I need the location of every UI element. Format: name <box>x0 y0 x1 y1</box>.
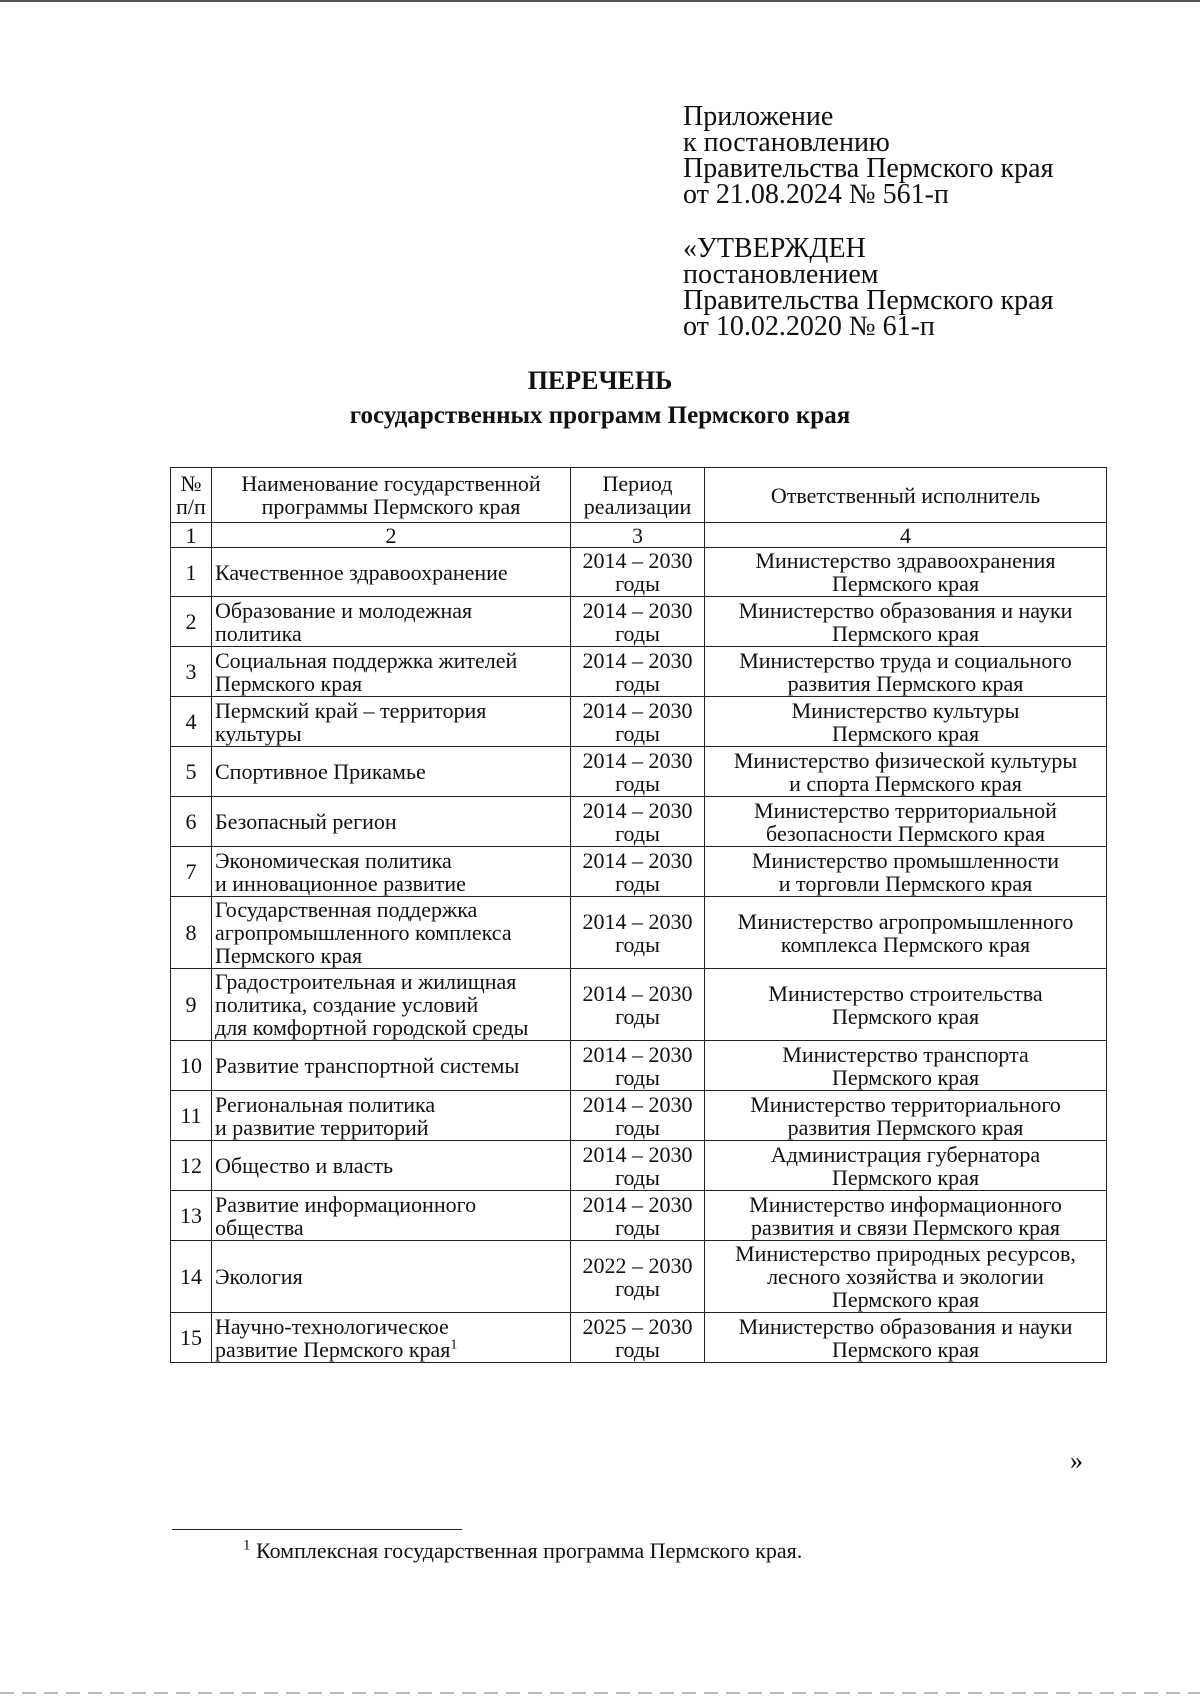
implementation-period <box>571 1191 705 1241</box>
responsible-executor-text: Министерство транспорта Пермского края <box>782 1041 1029 1090</box>
program-name <box>212 697 571 747</box>
implementation-period-text: 2014 – 2030 годы <box>582 1141 693 1190</box>
row-number <box>171 697 212 747</box>
implementation-period <box>571 847 705 897</box>
column-number: 2 <box>212 523 571 548</box>
row-number-text: 9 <box>185 992 197 1017</box>
appendix-line: Приложение <box>683 101 834 132</box>
implementation-period-text: 2014 – 2030 годы <box>582 1191 693 1240</box>
implementation-period <box>571 797 705 847</box>
implementation-period <box>571 597 705 647</box>
row-number-text: 2 <box>185 609 197 634</box>
row-number-text: 10 <box>180 1053 202 1078</box>
row-number-text: 11 <box>180 1103 202 1128</box>
program-name <box>212 647 571 697</box>
row-number-text: 8 <box>185 920 197 945</box>
responsible-executor-text: Министерство территориальной безопасности Пермского края <box>754 797 1057 846</box>
program-name-text: Градостроительная и жилищная политика, создание условий для комфортной городской среды <box>215 969 529 1040</box>
implementation-period <box>571 747 705 797</box>
implementation-period <box>571 1313 705 1363</box>
program-name-text: Экономическая политика и инновационное развитие <box>215 847 466 896</box>
implementation-period-text: 2014 – 2030 годы <box>582 597 693 646</box>
row-number <box>171 548 212 597</box>
program-name-text: Экология <box>215 1264 303 1289</box>
program-name <box>212 1091 571 1141</box>
responsible-executor <box>705 1191 1107 1241</box>
row-number <box>171 797 212 847</box>
program-name-text: Образование и молодежная политика <box>215 597 473 646</box>
table-row <box>171 1241 1107 1313</box>
table-row <box>171 647 1107 697</box>
document-subtitle: государственных программ Пермского края <box>349 402 851 429</box>
program-name <box>212 1041 571 1091</box>
program-name-text: Пермский край – территория культуры <box>215 697 487 746</box>
row-number <box>171 1241 212 1313</box>
implementation-period-text: 2014 – 2030 годы <box>582 747 693 796</box>
table-body <box>171 548 1107 1363</box>
row-number <box>171 1313 212 1363</box>
table-row <box>171 697 1107 747</box>
responsible-executor-text: Министерство строительства Пермского края <box>768 980 1043 1029</box>
column-number: 1 <box>171 523 212 548</box>
program-name-text: Безопасный регион <box>215 809 397 834</box>
table-row <box>171 847 1107 897</box>
implementation-period <box>571 1241 705 1313</box>
responsible-executor-text: Министерство территориального развития Пермского края <box>750 1091 1061 1140</box>
implementation-period-text: 2014 – 2030 годы <box>582 980 693 1029</box>
row-number <box>171 897 212 969</box>
row-number-text: 14 <box>180 1264 202 1289</box>
scan-edge-top <box>0 0 1200 2</box>
column-number: 3 <box>571 523 705 548</box>
row-number-text: 3 <box>185 659 197 684</box>
approval-line: «УТВЕРЖДЕН <box>683 233 866 264</box>
implementation-period-text: 2014 – 2030 годы <box>582 548 693 596</box>
responsible-executor <box>705 597 1107 647</box>
header-num: № п/п <box>171 468 212 523</box>
row-number <box>171 1141 212 1191</box>
row-number-text: 1 <box>185 559 197 585</box>
implementation-period <box>571 969 705 1041</box>
row-number-text: 5 <box>185 759 197 784</box>
responsible-executor-text: Министерство труда и социального развития Пермского края <box>739 647 1072 696</box>
responsible-executor <box>705 1041 1107 1091</box>
program-name-text: Научно-технологическое развитие Пермского края <box>215 1313 451 1362</box>
program-name <box>212 597 571 647</box>
responsible-executor-text: Министерство информационного развития и связи Пермского края <box>749 1191 1062 1240</box>
row-number <box>171 1041 212 1091</box>
scan-edge-bottom <box>0 1692 1200 1694</box>
implementation-period <box>571 897 705 969</box>
implementation-period <box>571 1041 705 1091</box>
table-row <box>171 969 1107 1041</box>
program-name-text: Качественное здравоохранение <box>215 559 508 585</box>
row-number <box>171 647 212 697</box>
responsible-executor <box>705 747 1107 797</box>
approval-line: от 10.02.2020 № 61-п <box>683 311 935 342</box>
footnote-marker: 1 <box>243 1537 251 1554</box>
implementation-period-text: 2014 – 2030 годы <box>582 647 693 696</box>
table-row <box>171 548 1107 597</box>
implementation-period <box>571 1091 705 1141</box>
responsible-executor-text: Министерство культуры Пермского края <box>791 697 1020 746</box>
program-name-text: Развитие информационного общества <box>215 1191 477 1240</box>
responsible-executor <box>705 1141 1107 1191</box>
implementation-period-text: 2022 – 2030 годы <box>582 1252 693 1301</box>
responsible-executor <box>705 647 1107 697</box>
appendix-line: Правительства Пермского края <box>683 153 1054 184</box>
row-number <box>171 1191 212 1241</box>
program-name <box>212 897 571 969</box>
responsible-executor <box>705 969 1107 1041</box>
table-row <box>171 1191 1107 1241</box>
row-number-text: 15 <box>180 1325 202 1350</box>
table-row <box>171 597 1107 647</box>
table-row <box>171 1141 1107 1191</box>
program-name-text: Развитие транспортной системы <box>215 1053 520 1078</box>
row-number-text: 13 <box>180 1203 202 1228</box>
approval-header <box>683 233 1054 342</box>
responsible-executor <box>705 1241 1107 1313</box>
column-number: 4 <box>705 523 1107 548</box>
responsible-executor-text: Министерство здравоохранения Пермского края <box>755 548 1056 596</box>
implementation-period <box>571 697 705 747</box>
table-row <box>171 897 1107 969</box>
table-header-row <box>171 468 1107 523</box>
responsible-executor <box>705 1313 1107 1363</box>
program-name-text: Региональная политика и развитие территорий <box>215 1091 436 1140</box>
responsible-executor <box>705 1091 1107 1141</box>
program-name <box>212 797 571 847</box>
implementation-period-text: 2014 – 2030 годы <box>582 847 693 896</box>
program-name <box>212 747 571 797</box>
table-row <box>171 1091 1107 1141</box>
row-number <box>171 969 212 1041</box>
row-number-text: 7 <box>185 859 197 884</box>
responsible-executor-text: Министерство образования и науки Пермского края <box>738 1313 1073 1362</box>
program-name <box>212 969 571 1041</box>
appendix-line: от 21.08.2024 № 561-п <box>683 179 949 210</box>
program-name-text: Общество и власть <box>215 1153 393 1178</box>
implementation-period-text: 2014 – 2030 годы <box>582 908 693 957</box>
responsible-executor <box>705 548 1107 597</box>
responsible-executor-text: Министерство образования и науки Пермского края <box>738 597 1073 646</box>
header-program-name: Наименование государственной программы Пермского края <box>212 468 571 523</box>
table-row <box>171 1041 1107 1091</box>
responsible-executor <box>705 847 1107 897</box>
appendix-header <box>683 101 1054 210</box>
row-number-text: 6 <box>185 809 197 834</box>
implementation-period <box>571 548 705 597</box>
row-number <box>171 747 212 797</box>
program-name <box>212 847 571 897</box>
program-name <box>212 1313 571 1363</box>
approval-line: постановлением <box>683 259 879 290</box>
approval-line: Правительства Пермского края <box>683 285 1054 316</box>
implementation-period-text: 2014 – 2030 годы <box>582 1091 693 1140</box>
programs-table <box>170 467 1107 1363</box>
table-row <box>171 1313 1107 1363</box>
row-number <box>171 1091 212 1141</box>
footnote-divider <box>172 1529 462 1530</box>
implementation-period-text: 2014 – 2030 годы <box>582 797 693 846</box>
implementation-period <box>571 647 705 697</box>
row-number <box>171 847 212 897</box>
closing-quote: » <box>1070 1446 1083 1475</box>
responsible-executor <box>705 797 1107 847</box>
implementation-period <box>571 1141 705 1191</box>
implementation-period-text: 2014 – 2030 годы <box>582 1041 693 1090</box>
responsible-executor <box>705 697 1107 747</box>
program-name <box>212 1141 571 1191</box>
program-name <box>212 548 571 597</box>
footnote <box>243 1538 802 1564</box>
program-name-text: Государственная поддержка агропромышленного комплекса Пермского края <box>215 897 512 968</box>
row-number-text: 4 <box>185 709 197 734</box>
program-name <box>212 1241 571 1313</box>
appendix-line: к постановлению <box>683 127 890 158</box>
program-name-text: Спортивное Прикамье <box>215 759 426 784</box>
program-name <box>212 1191 571 1241</box>
responsible-executor-text: Министерство промышленности и торговли Пермского края <box>751 847 1060 896</box>
column-number-row <box>171 523 1107 548</box>
row-number-text: 12 <box>180 1153 202 1178</box>
responsible-executor <box>705 897 1107 969</box>
header-period: Период реализации <box>571 468 705 523</box>
implementation-period-text: 2014 – 2030 годы <box>582 697 693 746</box>
table-row <box>171 747 1107 797</box>
row-number <box>171 597 212 647</box>
responsible-executor-text: Министерство природных ресурсов, лесного хозяйства и экологии Пермского края <box>735 1241 1076 1312</box>
program-name-text: Социальная поддержка жителей Пермского края <box>215 647 518 696</box>
responsible-executor-text: Министерство физической культуры и спорта Пермского края <box>733 747 1078 796</box>
responsible-executor-text: Министерство агропромышленного комплекса Пермского края <box>737 908 1074 957</box>
footnote-text: Комплексная государственная программа Пермского края. <box>256 1538 803 1563</box>
footnote-reference: 1 <box>450 1337 458 1353</box>
implementation-period-text: 2025 – 2030 годы <box>582 1313 693 1362</box>
document-title: ПЕРЕЧЕНЬ <box>527 366 673 395</box>
table-row <box>171 797 1107 847</box>
header-executor: Ответственный исполнитель <box>705 468 1107 523</box>
responsible-executor-text: Администрация губернатора Пермского края <box>770 1141 1041 1190</box>
